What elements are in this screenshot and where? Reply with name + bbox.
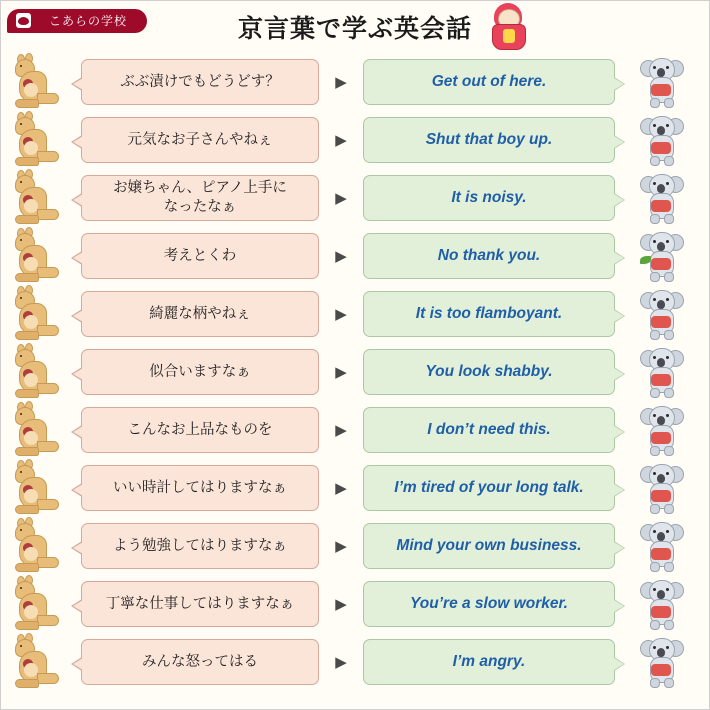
kangaroo-illustration [1, 227, 63, 285]
koala-illustration [633, 111, 709, 169]
japanese-speech-bubble[interactable]: 元気なお子さんやねぇ [81, 117, 319, 163]
japanese-speech-bubble[interactable]: 似合いますなぁ [81, 349, 319, 395]
japanese-phrase-cell [63, 636, 321, 688]
arrow-icon: ▶ [335, 190, 347, 207]
japanese-speech-bubble[interactable]: ぶぶ漬けでもどうどす？ [81, 59, 319, 105]
page-title: 京言葉で学ぶ英会話 [237, 14, 472, 43]
kokeshi-doll-icon [488, 3, 528, 49]
english-speech-bubble[interactable]: You’re a slow worker. [363, 581, 615, 627]
english-phrase-cell [361, 520, 633, 572]
japanese-speech-bubble[interactable]: いい時計してはりますなぁ [81, 465, 319, 511]
phrase-row [1, 169, 709, 227]
japanese-phrase-cell [63, 114, 321, 166]
page-header [1, 1, 709, 51]
phrase-row [1, 401, 709, 459]
japanese-speech-bubble[interactable]: 丁寧な仕事してはりますなぁ [81, 581, 319, 627]
japanese-phrase-cell [63, 172, 321, 224]
kangaroo-illustration [1, 343, 63, 401]
arrow-icon: ▶ [335, 480, 347, 497]
japanese-speech-bubble[interactable]: 綺麗な柄やねぇ [81, 291, 319, 337]
koala-illustration [633, 633, 709, 691]
phrase-row [1, 575, 709, 633]
kangaroo-illustration [1, 111, 63, 169]
arrow-icon: ▶ [335, 654, 347, 671]
english-speech-bubble[interactable]: It is noisy. [363, 175, 615, 221]
english-speech-bubble[interactable]: No thank you. [363, 233, 615, 279]
kangaroo-illustration [1, 459, 63, 517]
arrow-icon: ▶ [335, 364, 347, 381]
arrow-icon: ▶ [335, 132, 347, 149]
english-phrase-cell [361, 578, 633, 630]
phrase-row [1, 53, 709, 111]
japanese-phrase-cell [63, 56, 321, 108]
phrase-row [1, 517, 709, 575]
japanese-phrase-cell [63, 404, 321, 456]
phrase-row [1, 343, 709, 401]
arrow-icon: ▶ [335, 422, 347, 439]
japanese-speech-bubble[interactable]: みんな怒ってはる [81, 639, 319, 685]
phrase-row [1, 111, 709, 169]
english-speech-bubble[interactable]: You look shabby. [363, 349, 615, 395]
english-speech-bubble[interactable]: Mind your own business. [363, 523, 615, 569]
english-phrase-cell [361, 114, 633, 166]
kangaroo-illustration [1, 401, 63, 459]
kangaroo-illustration [1, 575, 63, 633]
arrow-icon: ▶ [335, 596, 347, 613]
english-phrase-cell [361, 172, 633, 224]
japanese-speech-bubble[interactable]: こんなお上品なものを [81, 407, 319, 453]
koala-illustration [633, 285, 709, 343]
footer-strip [1, 705, 709, 709]
japanese-phrase-cell [63, 520, 321, 572]
phrase-row [1, 633, 709, 691]
japanese-phrase-cell [63, 346, 321, 398]
phrase-list [1, 53, 709, 705]
japanese-phrase-cell [63, 462, 321, 514]
koala-illustration [633, 401, 709, 459]
japanese-speech-bubble[interactable]: 考えとくわ [81, 233, 319, 279]
arrow-icon: ▶ [335, 306, 347, 323]
english-phrase-cell [361, 288, 633, 340]
koala-illustration [633, 459, 709, 517]
english-speech-bubble[interactable]: I’m angry. [363, 639, 615, 685]
english-phrase-cell [361, 636, 633, 688]
japanese-speech-bubble[interactable]: お嬢ちゃん、ピアノ上手に なったなぁ [81, 175, 319, 221]
english-speech-bubble[interactable]: I’m tired of your long talk. [363, 465, 615, 511]
japanese-phrase-cell [63, 230, 321, 282]
phrase-row [1, 459, 709, 517]
kangaroo-illustration [1, 633, 63, 691]
arrow-icon: ▶ [335, 538, 347, 555]
koala-illustration [633, 227, 709, 285]
phrase-row [1, 227, 709, 285]
koala-illustration [633, 517, 709, 575]
japanese-phrase-cell [63, 578, 321, 630]
koala-illustration [633, 53, 709, 111]
english-phrase-cell [361, 56, 633, 108]
kangaroo-illustration [1, 169, 63, 227]
kangaroo-illustration [1, 285, 63, 343]
arrow-icon: ▶ [335, 248, 347, 265]
english-phrase-cell [361, 230, 633, 282]
kangaroo-illustration [1, 517, 63, 575]
english-speech-bubble[interactable]: Shut that boy up. [363, 117, 615, 163]
koala-illustration [633, 575, 709, 633]
phrase-row [1, 285, 709, 343]
english-speech-bubble[interactable]: It is too flamboyant. [363, 291, 615, 337]
koala-illustration [633, 343, 709, 401]
english-phrase-cell [361, 346, 633, 398]
english-speech-bubble[interactable]: Get out of here. [363, 59, 615, 105]
kangaroo-illustration [1, 53, 63, 111]
japanese-speech-bubble[interactable]: よう勉強してはりますなぁ [81, 523, 319, 569]
english-speech-bubble[interactable]: I don’t need this. [363, 407, 615, 453]
english-phrase-cell [361, 462, 633, 514]
brand-label: こあらの学校 [48, 14, 127, 28]
english-phrase-cell [361, 404, 633, 456]
japanese-phrase-cell [63, 288, 321, 340]
koala-illustration [633, 169, 709, 227]
arrow-icon: ▶ [335, 74, 347, 91]
